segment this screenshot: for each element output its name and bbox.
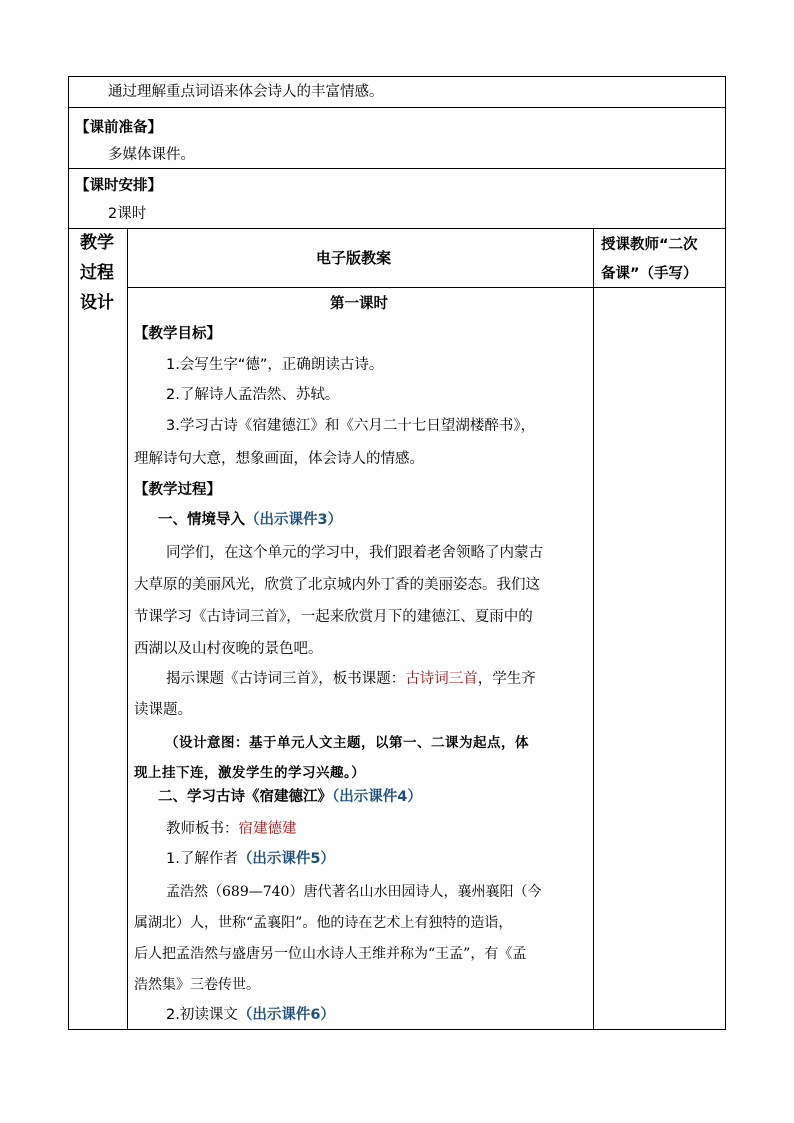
reveal-cont: 读课题。: [134, 702, 192, 718]
section2-ref: （出示课件4）: [332, 789, 422, 805]
goal-item: 3.学习古诗《宿建德江》和《六月二十七日望湖楼醉书》，: [166, 418, 536, 434]
right-title: 备课”（手写）: [601, 266, 698, 282]
left-label-line: 教学: [80, 233, 114, 253]
prep-text: 多媒体课件。: [108, 147, 195, 163]
intro-line: 西湖以及山村夜晚的景色吧。: [134, 641, 323, 657]
left-label-line: 设计: [80, 293, 114, 313]
prep-heading: 【课前准备】: [75, 120, 162, 136]
process-heading: 【教学过程】: [134, 482, 221, 498]
intro-line: 大草原的美丽风光，欣赏了北京城内外丁香的美丽姿态。我们这: [134, 577, 540, 593]
design-note: 现上挂下连，激发学生的学习兴趣。）: [134, 765, 366, 781]
author-line: [166, 849, 335, 869]
board-line: [166, 819, 297, 839]
board-topic: 古诗词三首: [405, 671, 478, 687]
bio-line: 浩然集》三卷传世。: [134, 977, 260, 993]
read-item: 2.初读课文: [166, 1007, 238, 1023]
reveal-prefix: 揭示课题《古诗词三首》，板书课题：: [166, 671, 406, 687]
goal-item: 1.会写生字“德”，正确朗读古诗。: [166, 357, 384, 373]
header-divider: [127, 287, 726, 288]
lesson-title: 第一课时: [330, 296, 388, 312]
intro-line: 同学们，在这个单元的学习中，我们跟着老舍领略了内蒙古: [166, 545, 543, 561]
bio-line: 属湖北）人，世称“孟襄阳”。他的诗在艺术上有独特的造诣，: [134, 915, 513, 931]
right-title: 授课教师“二次: [601, 237, 698, 253]
time-text: 2课时: [108, 206, 147, 222]
section1-heading: [158, 510, 342, 530]
reveal-line: [166, 663, 536, 695]
author-item: 1.了解作者: [166, 851, 238, 867]
design-note: （设计意图：基于单元人文主题，以第一、二课为起点，体: [165, 735, 529, 751]
bio-line: 后人把孟浩然与盛唐另一位山水诗人王维并称为“王孟”，有《孟: [134, 946, 527, 962]
left-label-line: 过程: [80, 263, 114, 283]
goal-item: 2.了解诗人孟浩然、苏轼。: [166, 387, 340, 403]
row-divider: [68, 168, 726, 169]
section2-heading: [158, 787, 422, 807]
bio-line: 孟浩然（689—740）唐代著名山水田园诗人，襄州襄阳（今: [166, 884, 542, 900]
section1-ref: （出示课件3）: [245, 512, 343, 528]
time-heading: 【课时安排】: [75, 178, 162, 194]
row1-text: 通过理解重点词语来体会诗人的丰富情感。: [108, 84, 384, 100]
section2-title: 二、学习古诗《宿建德江》: [158, 789, 332, 805]
column-divider: [127, 228, 128, 1030]
author-ref: （出示课件5）: [237, 851, 335, 867]
read-line: [166, 1005, 335, 1025]
row-divider: [68, 107, 726, 108]
goals-heading: 【教学目标】: [134, 326, 221, 342]
row-divider: [68, 228, 726, 229]
board-title: 宿建德建: [238, 821, 297, 837]
read-ref: （出示课件6）: [237, 1007, 335, 1023]
middle-title: 电子版教案: [316, 249, 392, 267]
column-divider: [593, 228, 594, 1030]
board-prefix: 教师板书：: [166, 821, 239, 837]
reveal-suffix: ，学生齐: [477, 671, 536, 687]
section1-title: 一、情境导入: [158, 512, 245, 528]
intro-line: 节课学习《古诗词三首》，一起来欣赏月下的建德江、夏雨中的: [134, 609, 533, 625]
goal-item-cont: 理解诗句大意，想象画面，体会诗人的情感。: [134, 451, 424, 467]
